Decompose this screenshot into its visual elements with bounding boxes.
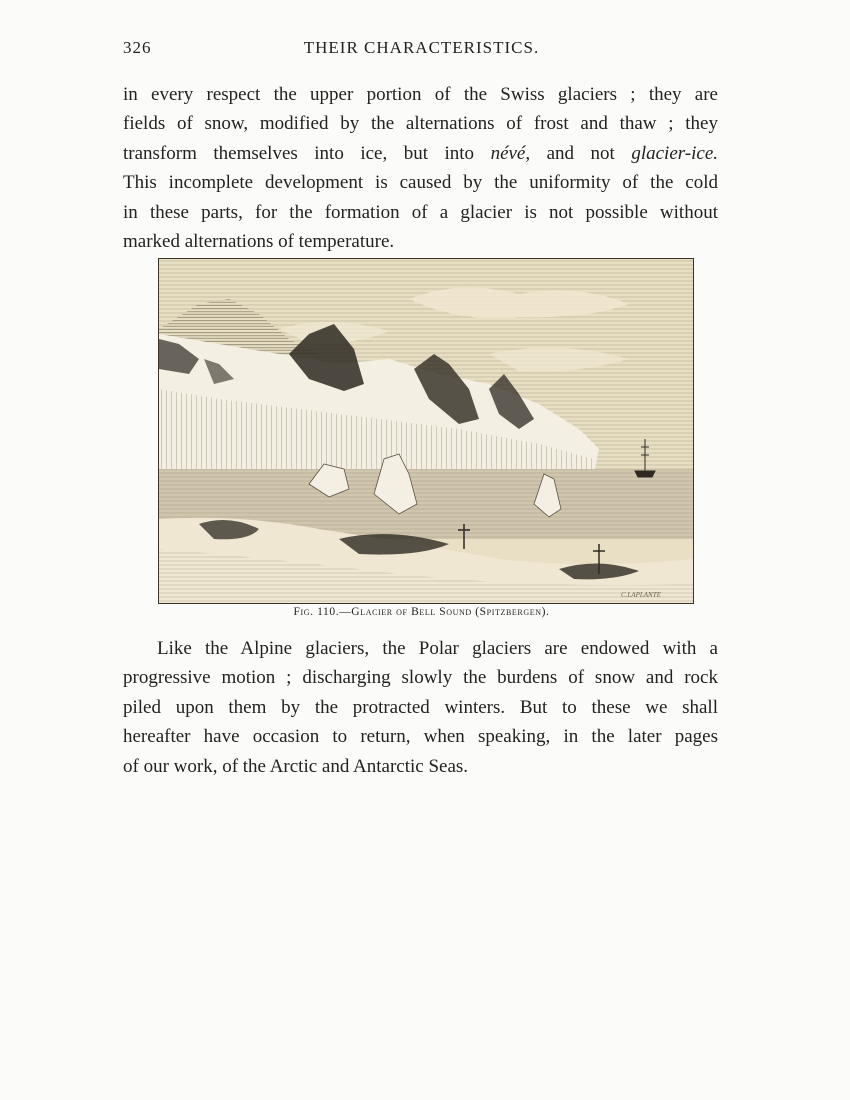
- paragraph-intro: [123, 80, 718, 256]
- text-line: in these parts, for the formation of a glacier is not possible without: [123, 201, 718, 223]
- running-title: THEIR CHARACTERISTICS.: [303, 38, 540, 57]
- paragraph-conclusion: [123, 634, 718, 781]
- text-line: This incomplete development is caused by the uniformity of the cold: [123, 172, 718, 194]
- text-line: hereafter have occasion to return, when speaking, in the later pages: [123, 726, 718, 748]
- engraving-figure: [158, 258, 694, 604]
- text-line: piled upon them by the protracted winters. But to these we shall: [123, 696, 718, 718]
- italic-term-glacier-ice: glacier-ice.: [631, 142, 719, 164]
- text-line-mixed: [123, 139, 718, 168]
- text-line: progressive motion ; discharging slowly the burdens of snow and rock: [123, 667, 718, 689]
- running-head: [123, 38, 720, 62]
- text-line: Like the Alpine glaciers, the Polar glaciers are endowed with a: [157, 638, 718, 659]
- page-number: 326: [123, 38, 152, 57]
- text-line: in every respect the upper portion of the Swiss glaciers ; they are: [123, 84, 718, 105]
- text-fragment: and not: [546, 142, 615, 164]
- text-line: fields of snow, modified by the alternations of frost and thaw ; they: [123, 113, 718, 135]
- glacier-engraving: [159, 259, 693, 603]
- italic-term-neve: névé,: [490, 142, 531, 164]
- figure-caption: Fig. 110.—Glacier of Bell Sound (Spitzbergen).: [293, 606, 550, 618]
- engraver-signature: C.LAPLANTE: [621, 591, 661, 599]
- text-line: marked alternations of temperature.: [123, 231, 395, 253]
- text-fragment: transform themselves into ice, but into: [123, 142, 475, 164]
- text-line: of our work, of the Arctic and Antarctic Seas.: [123, 755, 469, 777]
